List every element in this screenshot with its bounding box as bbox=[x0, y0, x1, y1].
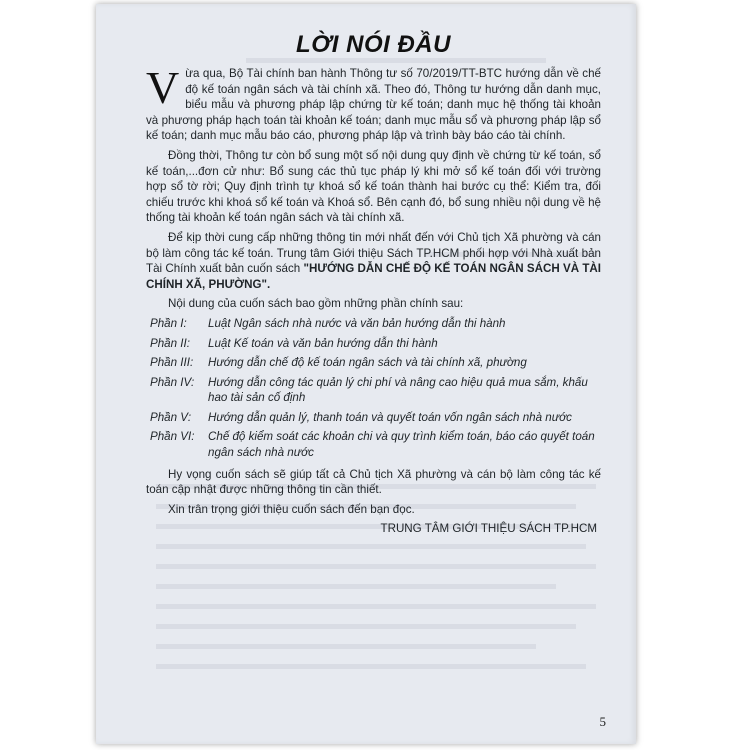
part-text: Hướng dẫn quản lý, thanh toán và quyết toán vốn ngân sách nhà nước bbox=[208, 410, 572, 424]
list-item bbox=[146, 336, 601, 352]
show-through-line bbox=[156, 664, 586, 669]
list-item bbox=[146, 375, 601, 406]
list-item bbox=[146, 316, 601, 332]
part-label: Phần III: bbox=[150, 356, 194, 370]
show-through-line bbox=[156, 544, 586, 549]
part-label: Phần IV: bbox=[150, 375, 195, 389]
book-page bbox=[96, 4, 636, 744]
paragraph-closing: Xin trân trọng giới thiệu cuốn sách đến bạn đọc. bbox=[168, 502, 415, 516]
show-through-line bbox=[156, 644, 536, 649]
page-number: 5 bbox=[599, 714, 606, 729]
show-through-line bbox=[156, 584, 556, 589]
drop-cap: V bbox=[146, 62, 180, 113]
part-text: Hướng dẫn chế độ kế toán ngân sách và tài chính xã, phường bbox=[208, 356, 527, 370]
show-through-line bbox=[156, 564, 596, 569]
part-text: Hướng dẫn công tác quản lý chi phí và nâng cao hiệu quả mua sắm, khấu hao tài sản cố định bbox=[208, 375, 588, 405]
paragraph-contents-intro: Nội dung của cuốn sách bao gồm những phần chính sau: bbox=[168, 297, 464, 311]
book-title: "HƯỚNG DẪN CHẾ ĐỘ KẾ TOÁN NGÂN SÁCH VÀ TÀI CHÍNH XÃ, PHƯỜNG". bbox=[146, 262, 601, 291]
list-item bbox=[146, 429, 601, 460]
part-text: Luật Kế toán và văn bản hướng dẫn thi hành bbox=[208, 336, 438, 350]
part-label: Phần II: bbox=[150, 336, 190, 350]
paragraph-supplement: Đồng thời, Thông tư còn bổ sung một số nội dung quy định về chứng từ kế toán, sổ kế toán,...đơn cử như: Bổ sung các thủ tục pháp lý khi mở sổ kế toán đối với trường hợp sổ tờ rời; Quy định trình tự khoá sổ kế toán thành hai bước cụ thể: Kiểm tra, đối chiếu trước khi khoá sổ kế toán và Khoá sổ. Bên cạnh đó, bổ sung nhiều nội dung về hệ thống tài khoản kế toán ngân sách và tài chính xã. bbox=[146, 148, 601, 225]
paragraph-publication bbox=[146, 230, 601, 292]
paragraph-hope: Hy vọng cuốn sách sẽ giúp tất cả Chủ tịch Xã phường và cán bộ làm công tác kế toán cập nhật được những thông tin cần thiết. bbox=[146, 467, 601, 497]
part-text: Luật Ngân sách nhà nước và văn bản hướng dẫn thi hành bbox=[208, 316, 506, 330]
show-through-line bbox=[156, 604, 596, 609]
paragraph-intro-text: ừa qua, Bộ Tài chính ban hành Thông tư số 70/2019/TT-BTC hướng dẫn về chế độ kế toán ngân sách và tài chính xã. Theo đó, Thông tư hướng dẫn danh mục, biểu mẫu và phương pháp lập chứng từ kế toán; danh mục hệ thống tài khoản và phương pháp hạch toán tài khoản kế toán; danh mục mẫu sổ và phương pháp lập sổ kế toán; danh mục mẫu báo cáo, phương pháp lập và trình bày báo cáo tài chính. bbox=[146, 67, 601, 143]
list-item bbox=[146, 410, 601, 426]
page-title: LỜI NÓI ĐẦU bbox=[296, 31, 451, 58]
signature: TRUNG TÂM GIỚI THIỆU SÁCH TP.HCM bbox=[380, 522, 597, 536]
part-text: Chế độ kiểm soát các khoản chi và quy trình kiểm toán, báo cáo quyết toán ngân sách nhà nước bbox=[208, 430, 595, 460]
preface-content bbox=[146, 30, 601, 537]
paragraph-intro bbox=[146, 62, 601, 144]
part-label: Phần VI: bbox=[150, 430, 195, 444]
part-label: Phần I: bbox=[150, 316, 187, 330]
part-label: Phần V: bbox=[150, 410, 192, 424]
parts-list bbox=[146, 316, 601, 461]
list-item bbox=[146, 355, 601, 371]
paragraph-publication-text: Để kịp thời cung cấp những thông tin mới nhất đến với Chủ tịch Xã phường và cán bộ làm công tác kế toán. Trung tâm Giới thiệu Sách TP.HCM phối hợp với Nhà xuất bản Tài Chính xuất bản cuốn sách bbox=[146, 230, 601, 276]
show-through-line bbox=[156, 624, 576, 629]
